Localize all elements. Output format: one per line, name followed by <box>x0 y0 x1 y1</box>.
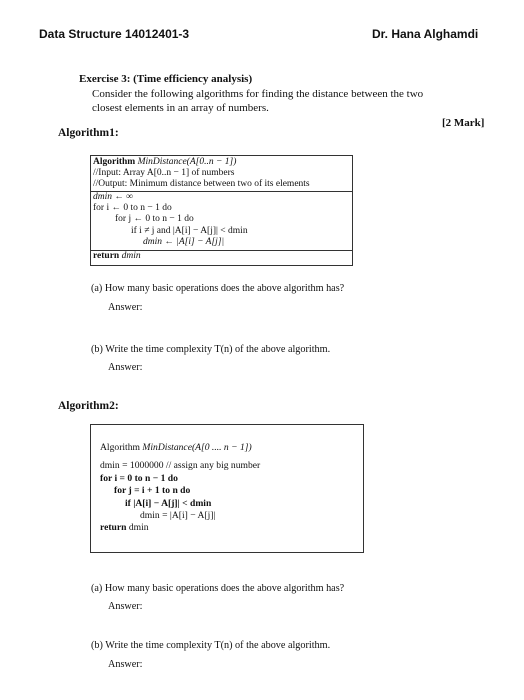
marks-label: [2 Mark] <box>442 117 485 129</box>
algorithm1-return: return dmin <box>93 251 141 261</box>
exercise-description-line2: closest elements in an array of numbers. <box>92 102 269 114</box>
algorithm1-inner-loop: for j ← 0 to n − 1 do <box>115 214 194 225</box>
algorithm2-return: return dmin <box>100 522 149 534</box>
algorithm2-box <box>90 424 364 553</box>
exercise-description-line1: Consider the following algorithms for finding the distance between the two <box>92 88 424 100</box>
algorithm1-answer-b: Answer: <box>108 362 143 373</box>
algorithm2-condition: if |A[i] − A[j]| < dmin <box>125 497 212 509</box>
algorithm1-assignment: dmin ← |A[i] − A[j]| <box>143 236 225 247</box>
algorithm1-box <box>90 155 353 266</box>
algorithm1-condition: if i ≠ j and |A[i] − A[j]| < dmin <box>131 225 248 236</box>
algorithm2-inner-loop: for j = i + 1 to n do <box>114 485 191 497</box>
exercise-title: Exercise 3: (Time efficiency analysis) <box>79 73 253 85</box>
algorithm2-answer-a: Answer: <box>108 601 143 612</box>
algorithm1-init: dmin ← ∞ <box>93 192 134 202</box>
algorithm1-input-comment: //Input: Array A[0..n − 1] of numbers <box>93 168 235 179</box>
algorithm1-outer-loop: for i ← 0 to n − 1 do <box>93 203 172 214</box>
algorithm2-init: dmin = 1000000 // assign any big number <box>100 460 261 472</box>
algorithm1-question-b: (b) Write the time complexity T(n) of the above algorithm. <box>91 344 331 355</box>
algorithm1-heading: Algorithm1: <box>58 127 119 139</box>
algorithm2-assignment: dmin = |A[i] − A[j]| <box>140 510 216 522</box>
instructor-name: Dr. Hana Alghamdi <box>372 27 479 41</box>
algorithm2-question-b: (b) Write the time complexity T(n) of the above algorithm. <box>91 640 331 651</box>
algorithm2-answer-b: Answer: <box>108 659 143 670</box>
course-title: Data Structure 14012401-3 <box>39 27 190 41</box>
algorithm1-question-a: (a) How many basic operations does the above algorithm has? <box>91 283 345 294</box>
algorithm2-heading: Algorithm2: <box>58 400 119 412</box>
algorithm2-outer-loop: for i = 0 to n − 1 do <box>100 472 178 484</box>
algorithm1-answer-a: Answer: <box>108 302 143 313</box>
algorithm2-question-a: (a) How many basic operations does the above algorithm has? <box>91 583 345 594</box>
algorithm1-signature: Algorithm MinDistance(A[0..n − 1]) <box>93 157 237 167</box>
algorithm2-signature: Algorithm MinDistance(A[0 .... n − 1]) <box>100 442 252 453</box>
algorithm1-output-comment: //Output: Minimum distance between two of its elements <box>93 179 310 190</box>
